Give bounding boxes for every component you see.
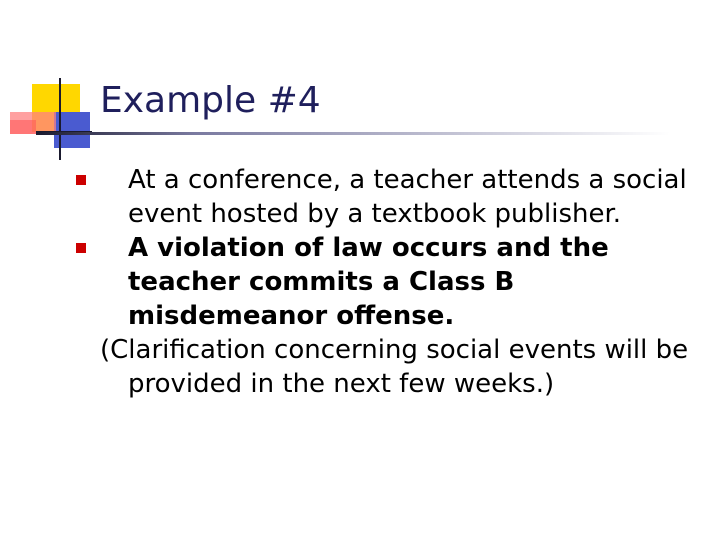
- bullet-item-2: [100, 231, 700, 333]
- bullet-item-1: [100, 163, 700, 231]
- bullet-marker: [76, 243, 86, 253]
- bullet-marker: [76, 175, 86, 185]
- clarification-note: (Clarification concerning social events will be provided in the next few weeks.): [100, 335, 689, 399]
- logo-red-square: [10, 120, 36, 134]
- slide-body: [100, 163, 700, 401]
- slide-title: Example #4: [100, 80, 321, 121]
- title-underline-rule: [36, 132, 670, 135]
- bullet-text: A violation of law occurs and the teacher commits a Class B misdemeanor offense.: [128, 233, 609, 331]
- bullet-text: At a conference, a teacher attends a social event hosted by a textbook publisher.: [128, 165, 687, 229]
